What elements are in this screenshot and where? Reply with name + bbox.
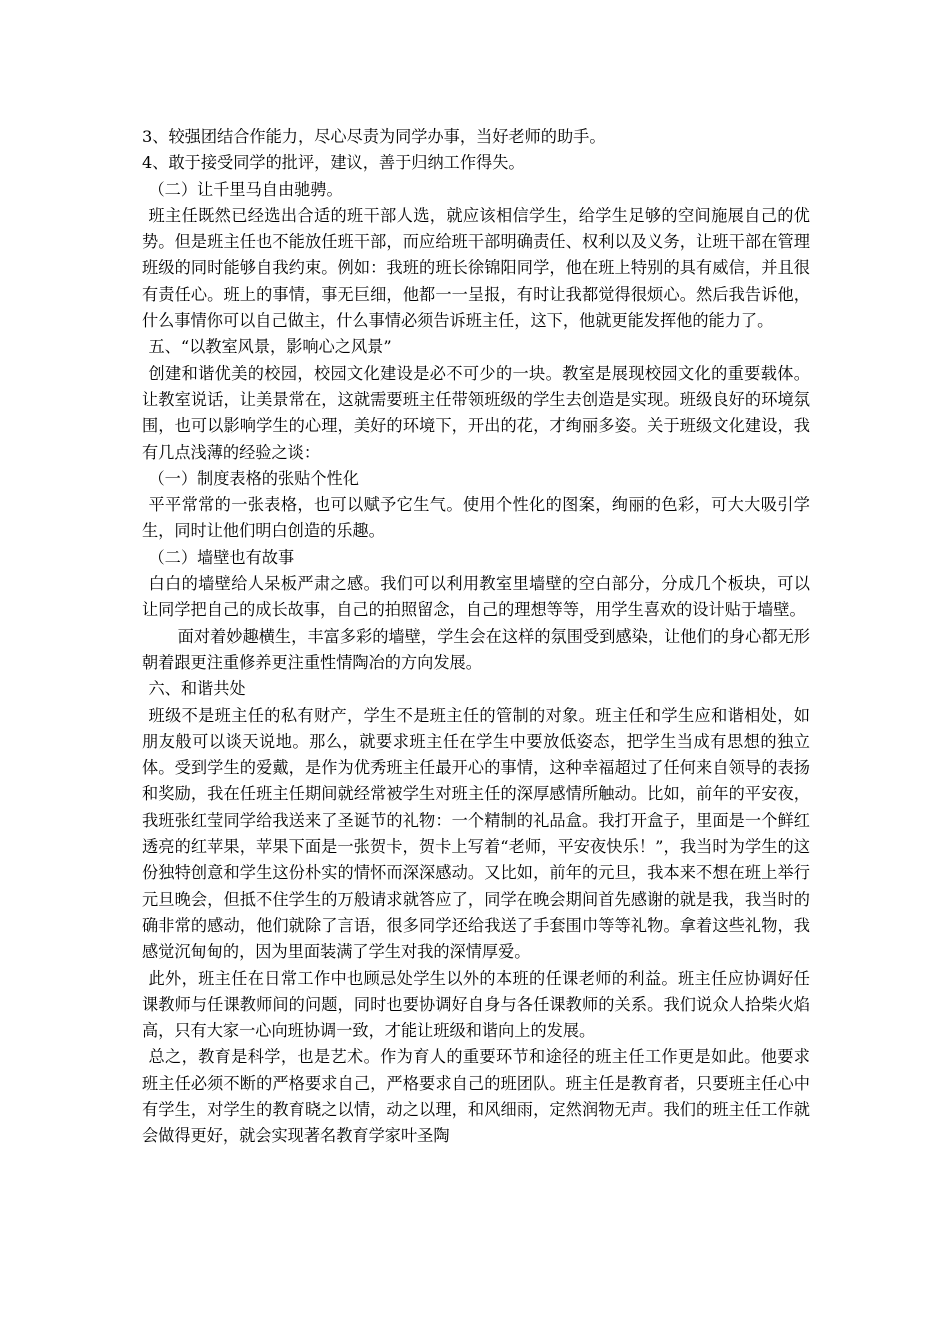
paragraph: 平平常常的一张表格，也可以赋予它生气。使用个性化的图案，绚丽的色彩，可大大吸引学生，同时让他们明白创造的乐趣。 (142, 495, 810, 541)
paragraph: 3、较强团结合作能力，尽心尽责为同学办事，当好老师的助手。 (142, 127, 606, 146)
section-heading: （一）制度表格的张贴个性化 (148, 468, 359, 488)
section-heading: 五、“以教室风景，影响心之风景” (148, 337, 392, 357)
section-heading: （二）让千里马自由驰骋。 (148, 179, 343, 199)
paragraph: 班主任既然已经选出合适的班干部人选，就应该相信学生，给学生足够的空间施展自己的优势。但是班主任也不能放任班干部，而应给班干部明确责任、权利以及义务，让班干部在管理班级的同时能够自我约束。例如：我班的班长徐锦阳同学，他在班上特别的具有威信，并且很有责任心。班上的事情，事无巨细，他都一一呈报，有时让我都觉得很烦心。然后我告诉他，什么事情你可以自己做主，什么事情必须告诉班主任，这下，他就更能发挥他的能力了。 (142, 205, 810, 331)
paragraph: 4、敢于接受同学的批评，建议，善于归纳工作得失。 (142, 153, 525, 173)
document-page (142, 124, 810, 1150)
section-heading: （二）墙壁也有故事 (148, 547, 295, 567)
paragraph: 创建和谐优美的校园，校园文化建设是必不可少的一块。教室是展现校园文化的重要载体。让教室说话，让美景常在，这就需要班主任带领班级的学生去创造是实现。班级良好的环境氛围，也可以影响学生的心理，美好的环境下，开出的花，才绚丽多姿。关于班级文化建设，我有几点浅薄的经验之谈： (142, 363, 810, 462)
paragraph: 面对着妙趣横生，丰富多彩的墙壁，学生会在这样的氛围受到感染，让他们的身心都无形朝着跟更注重修养更注重性情陶冶的方向发展。 (142, 626, 810, 672)
paragraph: 白白的墙壁给人呆板严肃之感。我们可以利用教室里墙壁的空白部分，分成几个板块，可以让同学把自己的成长故事，自己的拍照留念，自己的理想等等，用学生喜欢的设计贴于墙壁。 (142, 574, 810, 620)
paragraph: 总之，教育是科学，也是艺术。作为育人的重要环节和途径的班主任工作更是如此。他要求班主任必须不断的严格要求自己，严格要求自己的班团队。班主任是教育者，只要班主任心中有学生，对学生的教育晓之以情，动之以理，和风细雨，定然润物无声。我们的班主任工作就会做得更好，就会实现著名教育学家叶圣陶 (142, 1047, 810, 1146)
paragraph: 班级不是班主任的私有财产，学生不是班主任的管制的对象。班主任和学生应和谐相处，如朋友般可以谈天说地。那么，就要求班主任在学生中要放低姿态，把学生当成有思想的独立体。受到学生的爱戴，是作为优秀班主任最开心的事情，这种幸福超过了任何来自领导的表扬和奖励，我在任班主任期间就经常被学生对班主任的深厚感情所触动。比如，前年的平安夜，我班张红莹同学给我送来了圣诞节的礼物：一个精制的礼品盒。我打开盒子，里面是一个鲜红透亮的红苹果，苹果下面是一张贺卡，贺卡上写着“老师，平安夜快乐！”，我当时为学生的这份独特创意和学生这份朴实的情怀而深深感动。又比如，前年的元旦，我本来不想在班上举行元旦晚会，但抵不住学生的万般请求就答应了，同学在晚会期间首先感谢的就是我，我当时的确非常的感动，他们就除了言语，很多同学还给我送了手套围巾等等礼物。拿着这些礼物，我感觉沉甸甸的，因为里面装满了学生对我的深情厚爱。 (142, 705, 810, 962)
section-heading: 六、和谐共处 (148, 679, 246, 699)
paragraph: 此外，班主任在日常工作中也顾忌处学生以外的本班的任课老师的利益。班主任应协调好任课教师与任课教师间的问题，同时也要协调好自身与各任课教师的关系。我们说众人拾柴火焰高，只有大家一心向班协调一致，才能让班级和谐向上的发展。 (142, 968, 810, 1041)
